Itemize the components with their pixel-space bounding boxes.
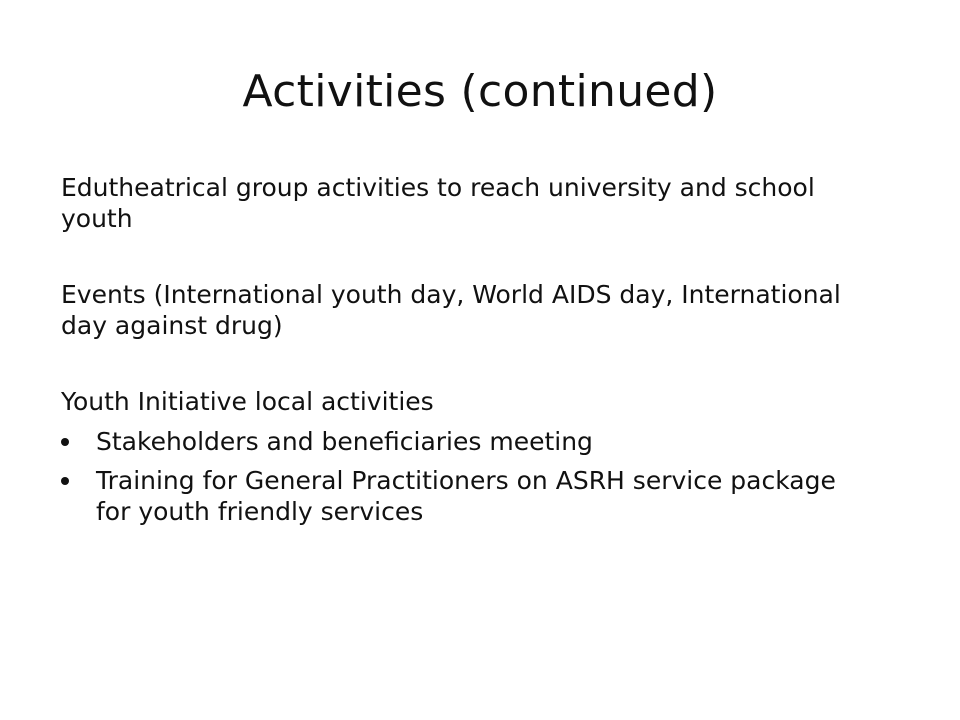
bullet-icon <box>61 438 69 446</box>
bullet-text-training: Training for General Practitioners on ASRH service package for youth friendly services <box>96 466 836 526</box>
slide-title: Activities (continued) <box>242 66 718 117</box>
bullet-list <box>61 426 851 527</box>
bullet-icon <box>61 477 69 485</box>
paragraph-events: Events (International youth day, World AIDS day, International day against drug) <box>61 280 841 340</box>
list-item <box>61 465 851 527</box>
paragraph-edutheatrical: Edutheatrical group activities to reach university and school youth <box>61 173 815 233</box>
bullet-text-stakeholders: Stakeholders and beneficiaries meeting <box>96 427 593 456</box>
slide-body <box>61 172 851 535</box>
list-item <box>61 426 851 457</box>
paragraph-youth-initiative: Youth Initiative local activities <box>61 387 434 416</box>
